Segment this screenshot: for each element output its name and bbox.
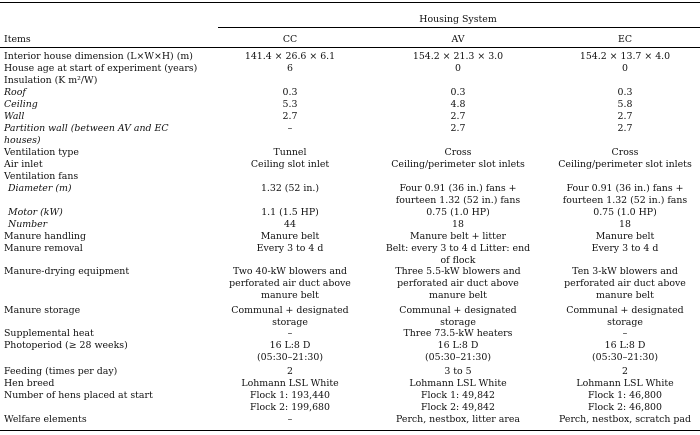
- cell-ec: Cross: [611, 147, 639, 158]
- cell-av: Manure belt + litter: [410, 231, 506, 242]
- cell-ec: 154.2 × 13.7 × 4.0: [579, 51, 671, 62]
- cell-av: 2.7: [450, 123, 466, 134]
- cell-av: storage: [440, 317, 476, 328]
- cell-av: 0.3: [450, 87, 466, 98]
- row-label: Air inlet: [4, 159, 43, 170]
- cell-ec: Lohmann LSL White: [576, 378, 674, 389]
- cell-av: (05:30–21:30): [424, 352, 492, 363]
- row-label: Ventilation fans: [4, 171, 79, 182]
- cell-cc: Tunnel: [273, 147, 307, 158]
- cell-cc: 5.3: [282, 99, 298, 110]
- row-label: Ventilation type: [4, 147, 79, 158]
- cell-av: Three 73.5-kW heaters: [403, 328, 513, 339]
- cell-av: Four 0.91 (36 in.) fans +: [399, 183, 517, 194]
- cell-cc: Manure belt: [260, 231, 320, 242]
- cell-av: Perch, nestbox, litter area: [396, 414, 520, 425]
- cell-cc: –: [287, 123, 293, 134]
- cell-ec: –: [622, 328, 628, 339]
- cell-cc: –: [287, 328, 293, 339]
- cell-ec: Flock 1: 46,800: [588, 390, 662, 401]
- cell-av: Belt: every 3 to 4 d Litter: end: [385, 243, 531, 254]
- cell-cc: Every 3 to 4 d: [256, 243, 324, 254]
- row-label: Interior house dimension (L×W×H) (m): [4, 51, 193, 62]
- cell-ec: 0.3: [617, 87, 633, 98]
- cell-ec: 18: [619, 219, 631, 230]
- cell-av: Ceiling/perimeter slot inlets: [391, 159, 525, 170]
- cell-ec: Every 3 to 4 d: [591, 243, 659, 254]
- row-label: Insulation (K m²/W): [4, 75, 98, 86]
- cell-cc: 1.1 (1.5 HP): [261, 207, 319, 218]
- cell-ec: Communal + designated: [566, 305, 684, 316]
- col-header-ec: EC: [617, 34, 633, 45]
- cell-ec: Perch, nestbox, scratch pad: [559, 414, 691, 425]
- bottom-rule: [0, 430, 700, 431]
- cell-ec: 2: [622, 366, 628, 377]
- cell-ec: 0: [622, 63, 628, 74]
- cell-cc: 2: [287, 366, 293, 377]
- cell-av: of flock: [440, 255, 476, 266]
- cell-cc: Two 40-kW blowers and: [232, 266, 348, 277]
- row-label: Number of hens placed at start: [4, 390, 153, 401]
- cell-cc: 16 L:8 D: [269, 340, 311, 351]
- row-label: Feeding (times per day): [4, 366, 118, 377]
- cell-av: 3 to 5: [444, 366, 472, 377]
- row-label: Welfare elements: [4, 414, 87, 425]
- cell-av: perforated air duct above: [397, 278, 519, 289]
- cell-cc: (05:30–21:30): [256, 352, 324, 363]
- cell-cc: Lohmann LSL White: [241, 378, 339, 389]
- row-label: Motor (kW): [8, 207, 63, 218]
- cell-ec: storage: [607, 317, 643, 328]
- cell-cc: Flock 2: 199,680: [250, 402, 330, 413]
- row-label: House age at start of experiment (years): [4, 63, 198, 74]
- row-label: houses): [4, 135, 41, 146]
- row-label: Wall: [4, 111, 25, 122]
- cell-av: Lohmann LSL White: [409, 378, 507, 389]
- cell-av: fourteen 1.32 (52 in.) fans: [395, 195, 521, 206]
- cell-ec: Ceiling/perimeter slot inlets: [558, 159, 692, 170]
- row-label: Partition wall (between AV and EC: [4, 123, 169, 134]
- cell-av: Flock 1: 49,842: [421, 390, 495, 401]
- cell-av: 154.2 × 21.3 × 3.0: [412, 51, 504, 62]
- cell-av: 2.7: [450, 111, 466, 122]
- row-label: Roof: [4, 87, 26, 98]
- col-header-av: AV: [451, 34, 465, 45]
- row-label: Number: [8, 219, 48, 230]
- cell-ec: fourteen 1.32 (52 in.) fans: [562, 195, 688, 206]
- group-rule: [218, 27, 700, 28]
- cell-cc: Communal + designated: [231, 305, 349, 316]
- cell-ec: 5.8: [617, 99, 633, 110]
- cell-ec: (05:30–21:30): [591, 352, 659, 363]
- cell-ec: Four 0.91 (36 in.) fans +: [566, 183, 684, 194]
- row-label: Photoperiod (≥ 28 weeks): [4, 340, 128, 351]
- cell-cc: manure belt: [261, 290, 319, 301]
- cell-ec: 2.7: [617, 123, 633, 134]
- cell-av: 4.8: [450, 99, 466, 110]
- cell-cc: –: [287, 414, 293, 425]
- cell-av: 0.75 (1.0 HP): [426, 207, 490, 218]
- cell-ec: Ten 3-kW blowers and: [572, 266, 678, 277]
- cell-cc: Ceiling slot inlet: [250, 159, 330, 170]
- cell-ec: perforated air duct above: [564, 278, 686, 289]
- cell-cc: 6: [287, 63, 293, 74]
- row-label: Manure-drying equipment: [4, 266, 130, 277]
- cell-av: Cross: [444, 147, 472, 158]
- top-rule: [0, 2, 700, 3]
- cell-ec: 16 L:8 D: [604, 340, 646, 351]
- cell-ec: Manure belt: [595, 231, 655, 242]
- cell-cc: 141.4 × 26.6 × 6.1: [244, 51, 336, 62]
- row-label: Manure removal: [4, 243, 83, 254]
- cell-ec: manure belt: [596, 290, 654, 301]
- cell-cc: 44: [284, 219, 296, 230]
- row-label: Manure handling: [4, 231, 86, 242]
- row-label: Diameter (m): [8, 183, 72, 194]
- cell-av: manure belt: [429, 290, 487, 301]
- cell-ec: 0.75 (1.0 HP): [593, 207, 657, 218]
- row-label: Manure storage: [4, 305, 81, 316]
- cell-cc: storage: [272, 317, 308, 328]
- cell-cc: Flock 1: 193,440: [250, 390, 330, 401]
- row-label: Hen breed: [4, 378, 55, 389]
- cell-ec: 2.7: [617, 111, 633, 122]
- row-label: Supplemental heat: [4, 328, 94, 339]
- cell-av: Communal + designated: [399, 305, 517, 316]
- items-header: Items: [4, 34, 31, 45]
- cell-av: Flock 2: 49,842: [421, 402, 495, 413]
- row-label: Ceiling: [4, 99, 38, 110]
- group-header: Housing System: [419, 14, 497, 25]
- cell-av: 18: [452, 219, 464, 230]
- cell-ec: Flock 2: 46,800: [588, 402, 662, 413]
- cell-cc: 1.32 (52 in.): [260, 183, 320, 194]
- cell-cc: perforated air duct above: [229, 278, 351, 289]
- cell-av: Three 5.5-kW blowers and: [395, 266, 521, 277]
- cell-cc: 2.7: [282, 111, 298, 122]
- cell-av: 0: [455, 63, 461, 74]
- col-header-cc: CC: [282, 34, 298, 45]
- cell-av: 16 L:8 D: [437, 340, 479, 351]
- cell-cc: 0.3: [282, 87, 298, 98]
- header-rule: [0, 47, 700, 48]
